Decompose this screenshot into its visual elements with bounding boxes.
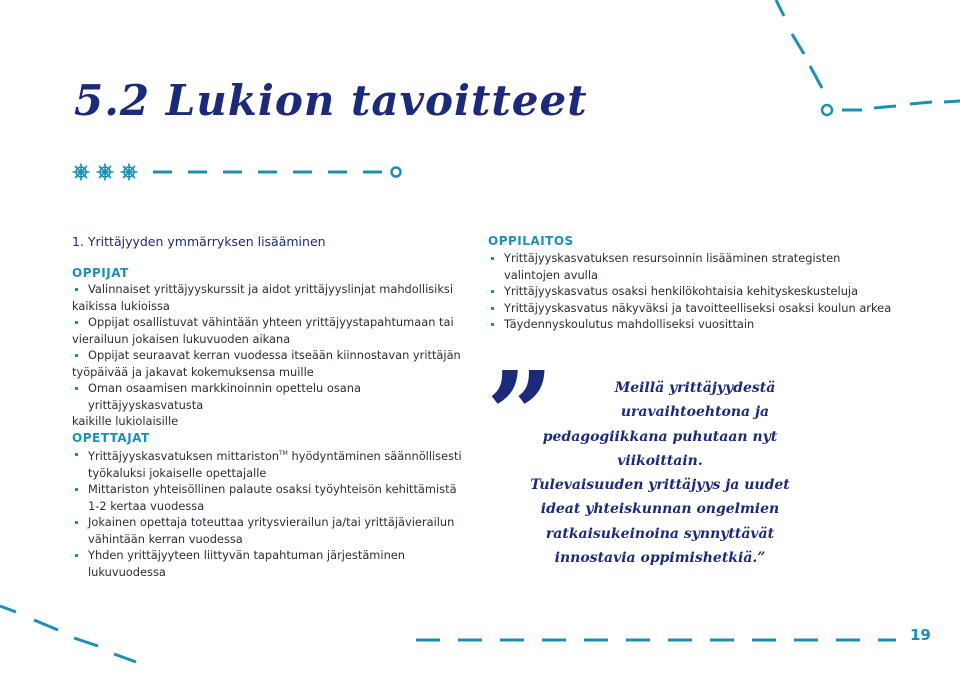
list-item: Valinnaiset yrittäjyyskurssit ja aidot yrittäjyyslinjat mahdollisiksi kaikissa lukioissa — [88, 281, 468, 314]
list-item: Yrittäjyyskasvatus näkyväksi ja tavoitteelliseksi osaksi koulun arkea — [504, 300, 904, 317]
page-number: 19 — [910, 626, 931, 644]
list-item: Yhden yrittäjyyteen liittyvän tapahtuman järjestäminen lukuvuodessa — [88, 547, 478, 580]
section-title: 1. Yrittäjyyden ymmärryksen lisääminen — [72, 234, 326, 249]
list-item: Oppijat seuraavat kerran vuodessa itseään kiinnostavan yrittäjän työpäivää ja jakavat kokemuksensa muille — [88, 347, 468, 380]
list-item: Täydennyskoulutus mahdolliseksi vuosittain — [504, 316, 904, 333]
pull-quote: Meillä yrittäjyydestä uravaihtoehtona ja pedagogiikkana puhutaan nyt viikoittain. Tulevaisuuden yrittäjyys ja uudet ideat yhteiskunnan ongelmien ratkaisukeinoina synnyttävät innostavia oppimishetkiä.” — [530, 380, 790, 567]
list-item: Yrittäjyyskasvatus osaksi henkilökohtaisia kehityskeskusteluja — [504, 283, 904, 300]
list-item: Oppijat osallistuvat vähintään yhteen yrittäjyystapahtumaan tai vierailuun jokaisen lukuvuoden aikana — [88, 314, 468, 347]
opettajat-heading: OPETTAJAT — [72, 431, 150, 445]
opettajat-list — [88, 446, 478, 580]
list-item: Oman osaamisen markkinoinnin opettelu osana yrittäjyyskasvatusta kaikille lukiolaisille — [88, 380, 468, 430]
ship-wheel-icon — [120, 163, 138, 181]
oppilaitos-list — [504, 250, 904, 333]
ship-wheel-icon — [96, 163, 114, 181]
oppijat-heading: OPPIJAT — [72, 266, 129, 280]
oppilaitos-heading: OPPILAITOS — [488, 234, 574, 248]
list-item: Jokainen opettaja toteuttaa yritysvierailun ja/tai yrittäjävierailun vähintään kerran vuodessa — [88, 514, 478, 547]
list-item: Yrittäjyyskasvatuksen resursoinnin lisääminen strategisten valintojen avulla — [504, 250, 904, 283]
page-title: 5.2 Lukion tavoitteet — [74, 76, 588, 125]
ship-wheel-icon — [72, 163, 90, 181]
list-item: Mittariston yhteisöllinen palaute osaksi työyhteisön kehittämistä 1-2 kertaa vuodessa — [88, 481, 478, 514]
list-item: Yrittäjyyskasvatuksen mittariston™ hyödyntäminen säännöllisesti työkaluksi jokaiselle opettajalle — [88, 446, 478, 481]
quote-mark-icon: ” — [486, 345, 554, 484]
oppijat-list — [72, 281, 468, 430]
trademark-mark: TM — [279, 450, 288, 457]
